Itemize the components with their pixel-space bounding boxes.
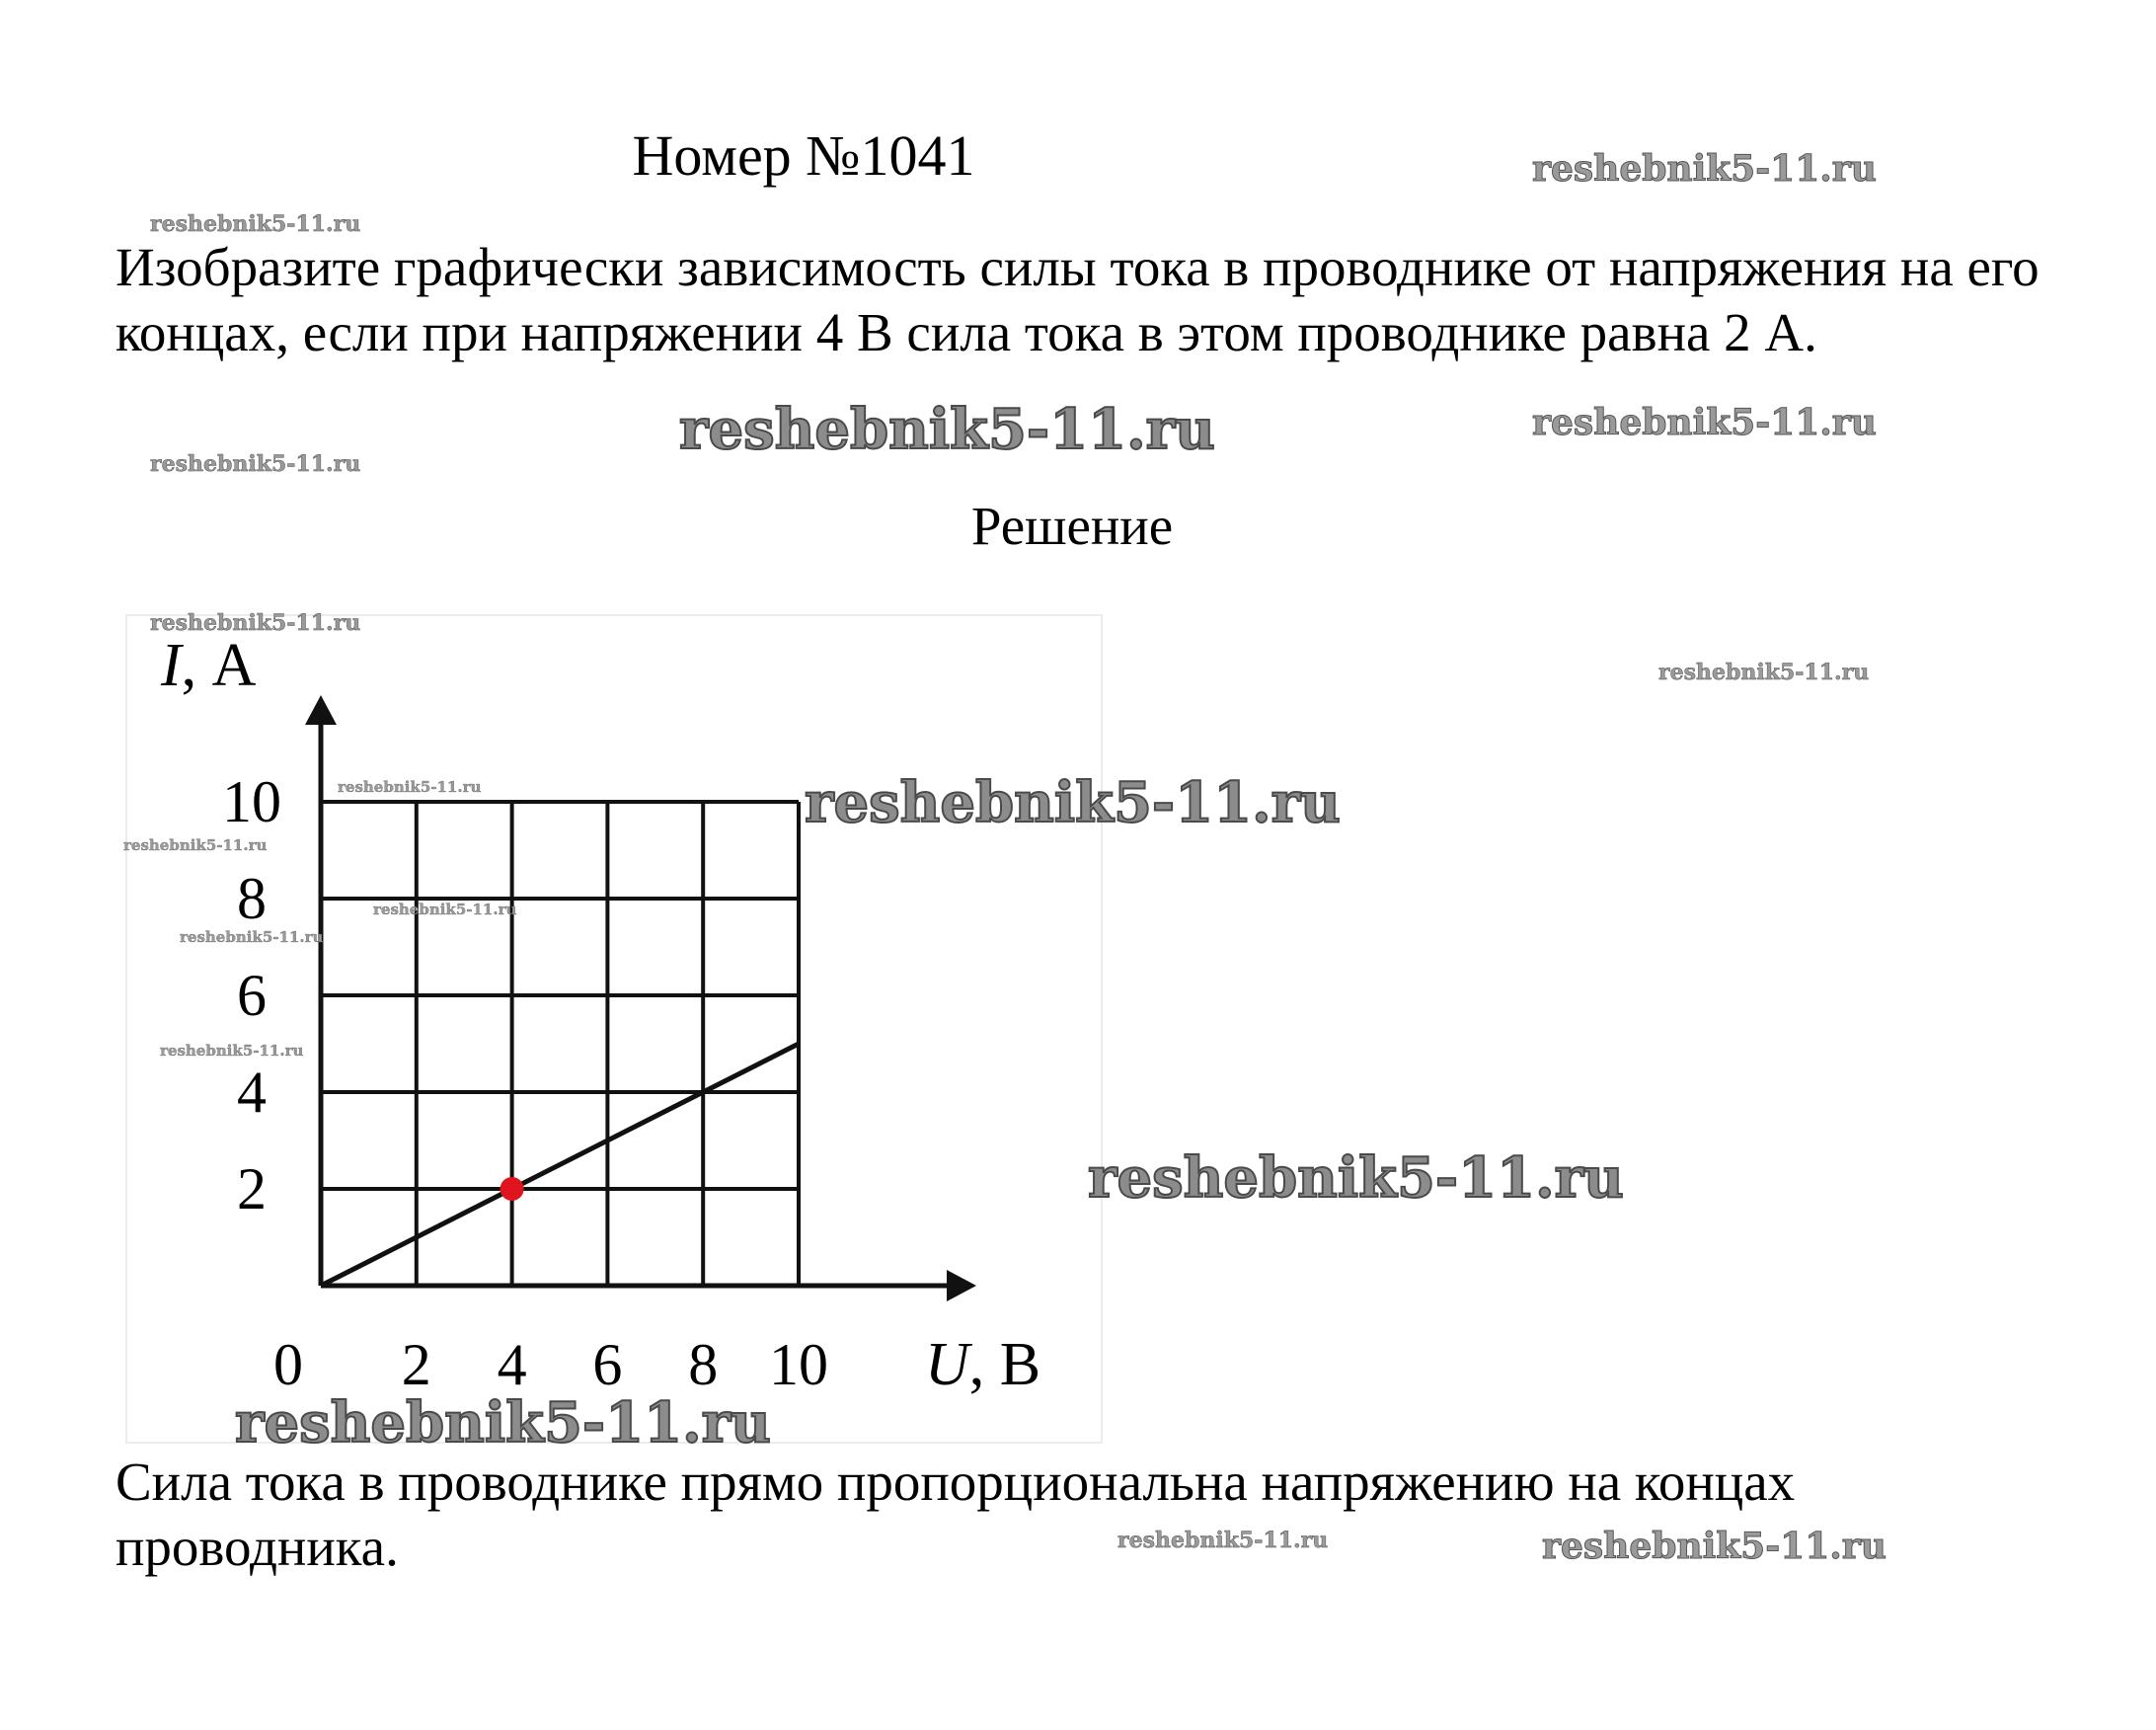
x-tick-label: 4 [497,1332,527,1397]
watermark: reshebnik5-11.ru [805,770,1341,835]
y-tick-label: 4 [237,1060,267,1125]
x-tick-label: 8 [688,1332,719,1397]
x-axis-label-unit: , В [968,1331,1041,1398]
watermark: reshebnik5-11.ru [150,610,361,636]
x-tick-label: 2 [401,1332,431,1397]
current-voltage-graph [125,614,1103,1444]
watermark: reshebnik5-11.ru [180,928,324,946]
y-tick-label: 8 [237,866,267,931]
watermark: reshebnik5-11.ru [123,836,268,854]
highlight-point [500,1177,524,1201]
watermark: reshebnik5-11.ru [1088,1145,1624,1211]
x-axis-arrow [947,1270,976,1301]
grid-lines [321,802,799,1286]
x-axis-label-symbol: U [925,1331,969,1398]
watermark: reshebnik5-11.ru [679,397,1215,462]
watermark: reshebnik5-11.ru [338,778,482,796]
watermark: reshebnik5-11.ru [160,1042,304,1060]
y-tick-label: 6 [237,963,267,1028]
y-axis-label [160,632,257,699]
solution-heading: Решение [970,496,1174,556]
x-tick-label: 0 [273,1332,303,1397]
y-axis-label-unit: , А [181,632,257,699]
y-axis-arrow [305,695,337,725]
watermark: reshebnik5-11.ru [373,901,517,918]
problem-statement: Изобразите графически зависимость силы тока в проводнике от напряжения на его концах, если при напряжении 4 В сила тока в этом проводнике равна 2 А. [116,237,2040,362]
x-tick-labels [273,1332,828,1397]
x-tick-label: 6 [592,1332,623,1397]
watermark: reshebnik5-11.ru [235,1390,771,1455]
conclusion-statement: Сила тока в проводнике прямо пропорциональна напряжению на концах проводника. [116,1452,1796,1577]
series-line-i-u [321,1044,799,1286]
watermark: reshebnik5-11.ru [150,211,361,237]
watermark: reshebnik5-11.ru [1117,1528,1329,1553]
watermark: reshebnik5-11.ru [1658,660,1870,685]
page-title: Номер №1041 [632,123,975,188]
y-axis-label-symbol: I [161,632,182,699]
x-tick-label: 10 [769,1332,828,1397]
y-tick-label: 10 [222,769,281,834]
watermark: reshebnik5-11.ru [1542,1526,1886,1567]
y-tick-label: 2 [237,1156,267,1221]
watermark: reshebnik5-11.ru [1532,148,1877,190]
x-axis-label [925,1331,1040,1398]
watermark: reshebnik5-11.ru [1532,402,1877,443]
watermark: reshebnik5-11.ru [150,451,361,477]
